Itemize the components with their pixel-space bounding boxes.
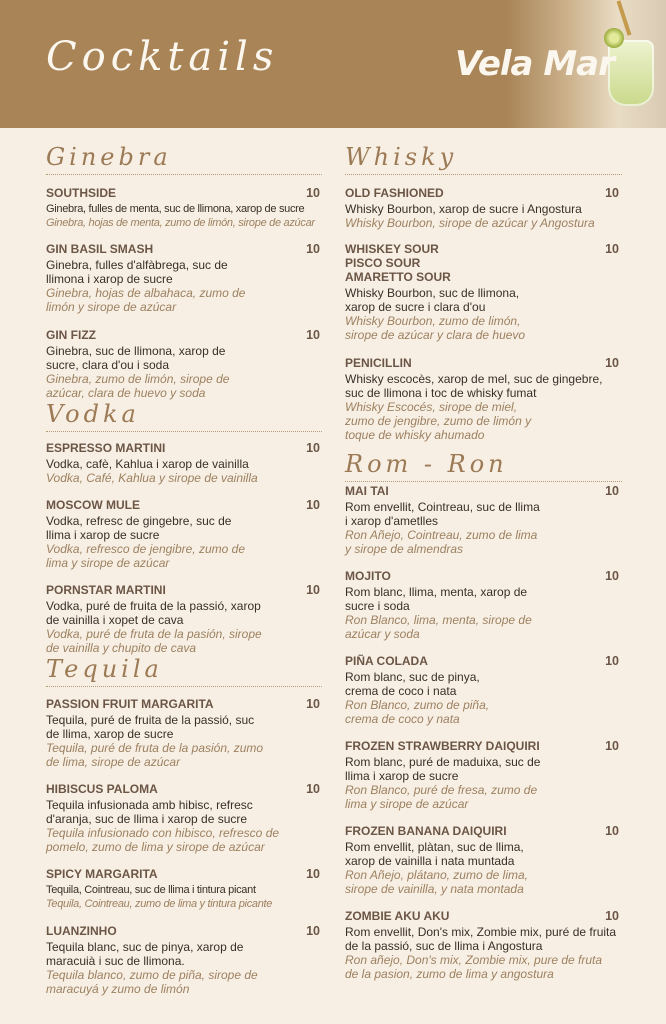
item-description-catalan: Vodka, refresc de gingebre, suc de llima i xarop de sucre bbox=[46, 514, 232, 542]
item-name: ZOMBIE AKU AKU bbox=[345, 909, 450, 923]
item-price: 10 bbox=[605, 186, 619, 200]
item-price: 10 bbox=[605, 654, 619, 668]
item-description-catalan: Ginebra, fulles d'alfàbrega, suc de llimona i xarop de sucre bbox=[46, 258, 228, 286]
menu-item bbox=[345, 909, 623, 981]
menu-item bbox=[345, 242, 619, 342]
menu-item bbox=[345, 824, 619, 896]
item-description-catalan: Rom envellit, plàtan, suc de llima, xarop de vainilla i nata muntada bbox=[345, 840, 524, 868]
section-title-whisky: Whisky bbox=[345, 143, 622, 175]
item-description-spanish: Tequila infusionado con hibisco, refresco de pomelo, zumo de lima y sirope de azúcar bbox=[46, 826, 280, 854]
item-name: PIÑA COLADA bbox=[345, 654, 428, 668]
item-name: FROZEN BANANA DAIQUIRI bbox=[345, 824, 507, 838]
item-description-catalan: Whisky Bourbon, suc de llimona, xarop de sucre i clara d'ou bbox=[345, 286, 520, 314]
item-description-spanish: Ginebra, zumo de limón, sirope de azúcar, clara de huevo y soda bbox=[46, 372, 230, 400]
item-description-catalan: Rom blanc, llima, menta, xarop de sucre i soda bbox=[345, 585, 528, 613]
menu-title: Cocktails bbox=[46, 34, 279, 80]
item-description-spanish: Ron añejo, Don's mix, Zombie mix, pure de fruta de la pasion, zumo de lima y angostura bbox=[345, 953, 603, 981]
item-description-catalan: Ginebra, suc de llimona, xarop de sucre, clara d'ou i soda bbox=[46, 344, 226, 372]
item-description-catalan: Tequila, Cointreau, suc de llima i tintura picant bbox=[46, 884, 256, 896]
item-name: OLD FASHIONED bbox=[345, 186, 444, 200]
item-name: SOUTHSIDE bbox=[46, 186, 117, 200]
item-description-spanish: Tequila blanco, zumo de piña, sirope de maracuyá y zumo de limón bbox=[46, 968, 258, 996]
item-description-spanish: Whisky Bourbon, zumo de limón, sirope de azúcar y clara de huevo bbox=[345, 314, 526, 342]
menu-item bbox=[345, 484, 619, 556]
item-price: 10 bbox=[306, 782, 320, 796]
item-description-catalan: Rom blanc, suc de pinya, crema de coco i nata bbox=[345, 670, 480, 698]
menu-item bbox=[345, 739, 619, 811]
item-name: AMARETTO SOUR bbox=[345, 270, 451, 284]
item-price: 10 bbox=[605, 739, 619, 753]
item-price: 10 bbox=[306, 441, 320, 455]
item-description-catalan: Vodka, cafè, Kahlua i xarop de vainilla bbox=[46, 457, 249, 471]
menu-item bbox=[46, 924, 320, 996]
item-description-catalan: Rom envellit, Don's mix, Zombie mix, puré de fruita de la passió, suc de llima i Angostura bbox=[345, 925, 617, 953]
item-price: 10 bbox=[306, 924, 320, 938]
item-description-catalan: Ginebra, fulles de menta, suc de llimona, xarop de sucre bbox=[46, 203, 305, 215]
item-name: LUANZINHO bbox=[46, 924, 117, 938]
item-name: PORNSTAR MARTINI bbox=[46, 583, 166, 597]
section-title-vodka: Vodka bbox=[46, 400, 322, 432]
menu-item bbox=[46, 782, 320, 854]
item-name: MAI TAI bbox=[345, 484, 389, 498]
menu-item bbox=[345, 356, 623, 442]
item-price: 10 bbox=[605, 484, 619, 498]
item-description-catalan: Tequila, puré de fruita de la passió, suc de llima, xarop de sucre bbox=[46, 713, 255, 741]
item-name: HIBISCUS PALOMA bbox=[46, 782, 158, 796]
menu-item bbox=[46, 186, 326, 230]
item-description-catalan: Tequila blanc, suc de pinya, xarop de maracuià i suc de llimona. bbox=[46, 940, 244, 968]
item-name: SPICY MARGARITA bbox=[46, 867, 158, 881]
item-price: 10 bbox=[306, 583, 320, 597]
item-description-catalan: Rom blanc, puré de maduixa, suc de llima i xarop de sucre bbox=[345, 755, 541, 783]
item-description-spanish: Tequila, Cointreau, zumo de lima y tintura picante bbox=[46, 898, 273, 910]
item-description-spanish: Ginebra, hojas de albahaca, zumo de limón y sirope de azúcar bbox=[46, 286, 246, 314]
menu-item bbox=[345, 654, 619, 726]
item-description-spanish: Ron Añejo, Cointreau, zumo de lima y sirope de almendras bbox=[345, 528, 538, 556]
section-title-tequila: Tequila bbox=[46, 655, 322, 687]
item-description-spanish: Whisky Escocés, sirope de miel, zumo de jengibre, zumo de limón y toque de whisky ahumado bbox=[345, 400, 532, 442]
item-price: 10 bbox=[306, 242, 320, 256]
section-title-ginebra: Ginebra bbox=[46, 143, 322, 175]
menu-item bbox=[46, 697, 320, 769]
brand-logo: Vela Mar bbox=[455, 44, 614, 84]
item-description-spanish: Vodka, puré de fruta de la pasión, sirope de vainilla y chupito de cava bbox=[46, 627, 262, 655]
item-name: PISCO SOUR bbox=[345, 256, 421, 270]
item-description-spanish: Ron Añejo, plátano, zumo de lima, sirope de vainilla, y nata montada bbox=[345, 868, 528, 896]
item-price: 10 bbox=[605, 824, 619, 838]
menu-item bbox=[46, 242, 320, 314]
section-title-rom: Rom - Ron bbox=[345, 450, 622, 482]
item-description-spanish: Tequila, puré de fruta de la pasión, zumo de lima, sirope de azúcar bbox=[46, 741, 264, 769]
item-price: 10 bbox=[605, 569, 619, 583]
item-description-catalan: Rom envellit, Cointreau, suc de llima i xarop d'ametlles bbox=[345, 500, 540, 528]
item-name: PENICILLIN bbox=[345, 356, 412, 370]
menu-header bbox=[0, 0, 666, 128]
menu-item bbox=[345, 569, 619, 641]
item-name: WHISKEY SOUR bbox=[345, 242, 439, 256]
item-price: 10 bbox=[306, 498, 320, 512]
item-price: 10 bbox=[605, 242, 619, 256]
item-description-catalan: Tequila infusionada amb hibisc, refresc d'aranja, suc de llima i xarop de sucre bbox=[46, 798, 253, 826]
item-description-spanish: Vodka, refresco de jengibre, zumo de lima y sirope de azúcar bbox=[46, 542, 246, 570]
item-description-spanish: Whisky Bourbon, sirope de azúcar y Angostura bbox=[345, 216, 595, 230]
item-price: 10 bbox=[605, 909, 619, 923]
item-name: GIN FIZZ bbox=[46, 328, 96, 342]
menu-item bbox=[46, 498, 320, 570]
menu-item bbox=[46, 867, 326, 911]
item-description-catalan: Vodka, puré de fruita de la passió, xarop de vainilla i xopet de cava bbox=[46, 599, 261, 627]
menu-item bbox=[46, 328, 320, 400]
item-price: 10 bbox=[306, 328, 320, 342]
item-name: PASSION FRUIT MARGARITA bbox=[46, 697, 214, 711]
item-description-catalan: Whisky escocès, xarop de mel, suc de gingebre, suc de llimona i toc de whisky fumat bbox=[345, 372, 603, 400]
item-name: MOJITO bbox=[345, 569, 391, 583]
cocktail-glass-image bbox=[608, 40, 654, 106]
item-price: 10 bbox=[306, 697, 320, 711]
item-description-spanish: Ron Blanco, zumo de piña, crema de coco y nata bbox=[345, 698, 490, 726]
menu-item bbox=[345, 186, 625, 230]
item-description-spanish: Ron Blanco, lima, menta, sirope de azúcar y soda bbox=[345, 613, 532, 641]
item-price: 10 bbox=[605, 356, 619, 370]
item-name: GIN BASIL SMASH bbox=[46, 242, 154, 256]
item-description-spanish: Ron Blanco, puré de fresa, zumo de lima y sirope de azúcar bbox=[345, 783, 538, 811]
item-name: FROZEN STRAWBERRY DAIQUIRI bbox=[345, 739, 540, 753]
item-price: 10 bbox=[306, 186, 320, 200]
menu-item bbox=[46, 441, 326, 485]
menu-item bbox=[46, 583, 320, 655]
item-description-catalan: Whisky Bourbon, xarop de sucre i Angostura bbox=[345, 202, 582, 216]
item-price: 10 bbox=[306, 867, 320, 881]
item-description-spanish: Ginebra, hojas de menta, zumo de limón, sirope de azúcar bbox=[46, 217, 315, 229]
item-description-spanish: Vodka, Café, Kahlua y sirope de vainilla bbox=[46, 471, 258, 485]
item-name: ESPRESSO MARTINI bbox=[46, 441, 166, 455]
item-name: MOSCOW MULE bbox=[46, 498, 140, 512]
